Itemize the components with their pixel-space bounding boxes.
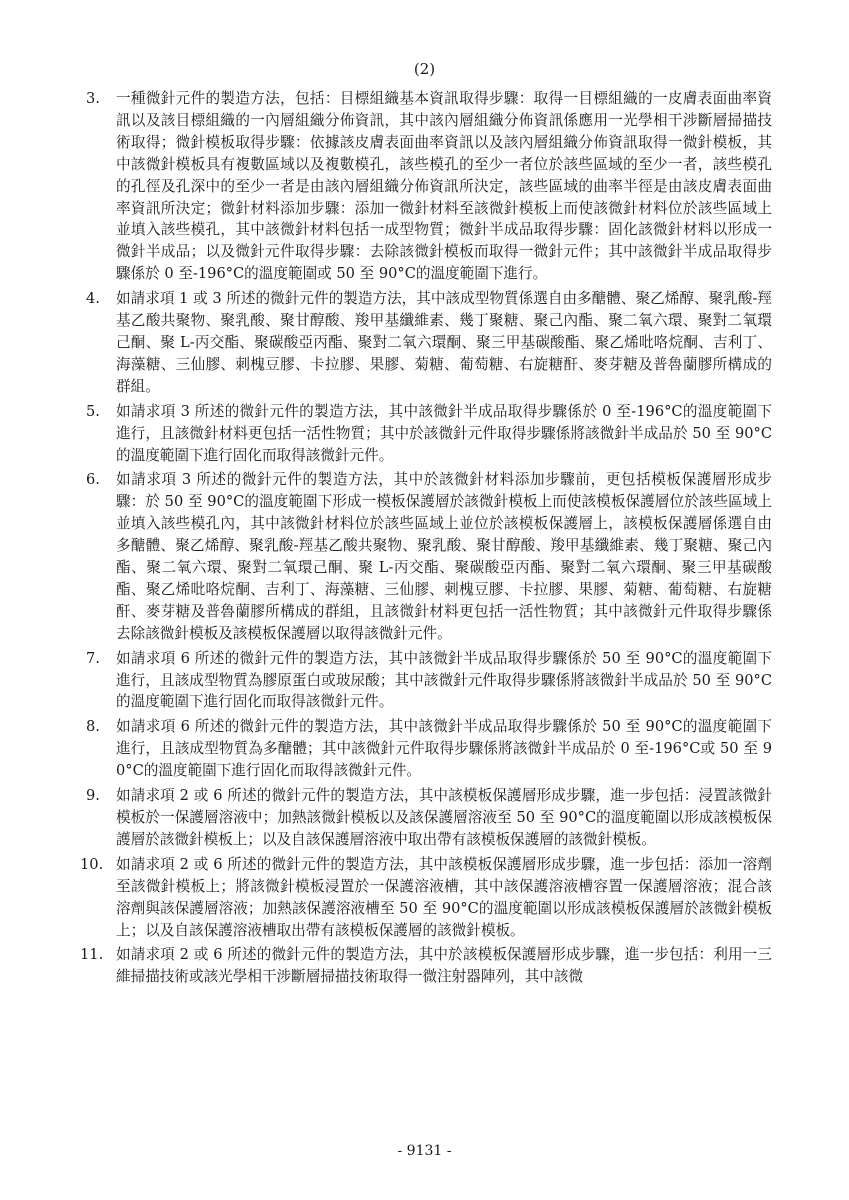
claim-item xyxy=(80,944,772,988)
claim-text: 一種微針元件的製造方法，包括：目標組織基本資訊取得步驟：取得一目標組織的一皮膚表面曲率資訊以及該目標組織的一內層組織分佈資訊，其中該內層組織分佈資訊係應用一光學相干涉斷層掃描技術取得；微針模板取得步驟：依據該皮膚表面曲率資訊以及該內層組織分佈資訊取得一微針模板，其中該微針模板具有複數區域以及複數模孔，該些模孔的至少一者位於該些區域的至少一者，該些模孔的孔徑及孔深中的至少一者是由該內層組織分佈資訊所決定，該些區域的曲率半徑是由該皮膚表面曲率資訊所決定；微針材料添加步驟：添加一微針材料至該微針模板上而使該微針材料位於該些區域上並填入該些模孔，其中該微針材料包括一成型物質；微針半成品取得步驟：固化該微針材料以形成一微針半成品；以及微針元件取得步驟：去除該微針模板而取得一微針元件；其中該微針半成品取得步驟係於 0 至-196°C的溫度範圍或 50 至 90°C的溫度範圍下進行。 xyxy=(116,90,772,283)
claim-number: 6. xyxy=(86,471,100,489)
claim-text: 如請求項 1 或 3 所述的微針元件的製造方法，其中該成型物質係選自由多醣體、聚乙烯醇、聚乳酸-羥基乙酸共聚物、聚乳酸、聚甘醇酸、羧甲基纖維素、幾丁聚糖、聚己內酯、聚二氧六環、聚對二氧環己酮、聚 L-丙交酯、聚碳酸亞丙酯、聚對二氧六環酮、聚三甲基碳酸酯、聚乙烯吡咯烷酮、吉利丁、海藻糖、三仙膠、刺槐豆膠、卡拉膠、果膠、菊糖、葡萄糖、右旋糖酐、麥芽糖及普魯蘭膠所構成的群組。 xyxy=(116,290,772,395)
claim-number: 9. xyxy=(86,787,100,805)
claim-item xyxy=(80,854,772,942)
claim-number: 7. xyxy=(86,649,100,667)
claim-text: 如請求項 2 或 6 所述的微針元件的製造方法，其中該模板保護層形成步驟，進一步包括：添加一溶劑至該微針模板上；將該微針模板浸置於一保護溶液槽，其中該保護溶液槽容置一保護層溶液；混合該溶劑與該保護層溶液；加熱該保護溶液槽至 50 至 90°C的溫度範圍以形成該模板保護層於該微針模板上；以及自該保護溶液槽取出帶有該模板保護層的該微針模板。 xyxy=(116,855,772,939)
claim-number: 3. xyxy=(86,90,100,107)
claim-item xyxy=(86,716,772,782)
claim-text: 如請求項 2 或 6 所述的微針元件的製造方法，其中該模板保護層形成步驟，進一步包括：浸置該微針模板於一保護層溶液中；加熱該微針模板以及該保護層溶液至 50 至 90°C的溫度範圍以形成該模板保護層於該微針模板上；以及自該保護層溶液中取出帶有該模板保護層的該微針模板。 xyxy=(116,787,772,848)
claim-text: 如請求項 2 或 6 所述的微針元件的製造方法，其中於該模板保護層形成步驟，進一步包括：利用一三維掃描技術或該光學相干涉斷層掃描技術取得一微注射器陣列，其中該微 xyxy=(116,946,772,986)
claim-number: 10. xyxy=(80,855,104,873)
claim-text: 如請求項 3 所述的微針元件的製造方法，其中該微針半成品取得步驟係於 0 至-196°C的溫度範圍下進行，且該微針材料更包括一活性物質；其中於該微針元件取得步驟係將該微針半成品於 50 至 90°C的溫度範圍下進行固化而取得該微針元件。 xyxy=(116,402,772,464)
claim-item xyxy=(86,469,772,644)
claim-item xyxy=(86,88,772,285)
claim-number: 4. xyxy=(86,290,100,308)
claim-text: 如請求項 3 所述的微針元件的製造方法，其中於該微針材料添加步驟前，更包括模板保護層形成步驟：於 50 至 90°C的溫度範圍下形成一模板保護層於該微針模板上而使該模板保護層位於該些區域上並填入該些模孔內，其中該微針材料位於該些區域上並位於該模板保護層上，該模板保護層係選自由多醣體、聚乙烯醇、聚乳酸-羥基乙酸共聚物、聚乳酸、聚甘醇酸、羧甲基纖維素、幾丁聚糖、聚己內酯、聚二氧六環、聚對二氧環己酮、聚 L-丙交酯、聚碳酸亞丙酯、聚對二氧六環酮、聚三甲基碳酸酯、聚乙烯吡咯烷酮、吉利丁、海藻糖、三仙膠、刺槐豆膠、卡拉膠、果膠、菊糖、葡萄糖、右旋糖酐、麥芽糖及普魯蘭膠所構成的群組，且該微針材料更包括一活性物質；其中該微針元件取得步驟係去除該微針模板及該模板保護層以取得該微針元件。 xyxy=(116,471,772,642)
claim-item xyxy=(86,785,772,851)
claim-number: 5. xyxy=(86,402,100,420)
claim-number: 11. xyxy=(80,946,104,964)
claims-list xyxy=(80,88,772,991)
page-number: - 9131 - xyxy=(397,1143,452,1159)
claim-text: 如請求項 6 所述的微針元件的製造方法，其中該微針半成品取得步驟係於 50 至 90°C的溫度範圍下進行，且該成型物質為多醣體；其中該微針元件取得步驟係將該微針半成品於 0 至-196°C或 50 至 90°C的溫度範圍下進行固化而取得該微針元件。 xyxy=(116,718,772,780)
claim-number: 8. xyxy=(86,718,100,736)
claim-item xyxy=(86,288,772,398)
claim-item xyxy=(86,401,772,467)
page-header-label: (2) xyxy=(413,60,436,78)
claim-text: 如請求項 6 所述的微針元件的製造方法，其中該微針半成品取得步驟係於 50 至 90°C的溫度範圍下進行，且該成型物質為膠原蛋白或玻尿酸；其中該微針元件取得步驟係將該微針半成品於 50 至 90°C的溫度範圍下進行固化而取得該微針元件。 xyxy=(116,649,772,711)
claim-item xyxy=(86,648,772,714)
